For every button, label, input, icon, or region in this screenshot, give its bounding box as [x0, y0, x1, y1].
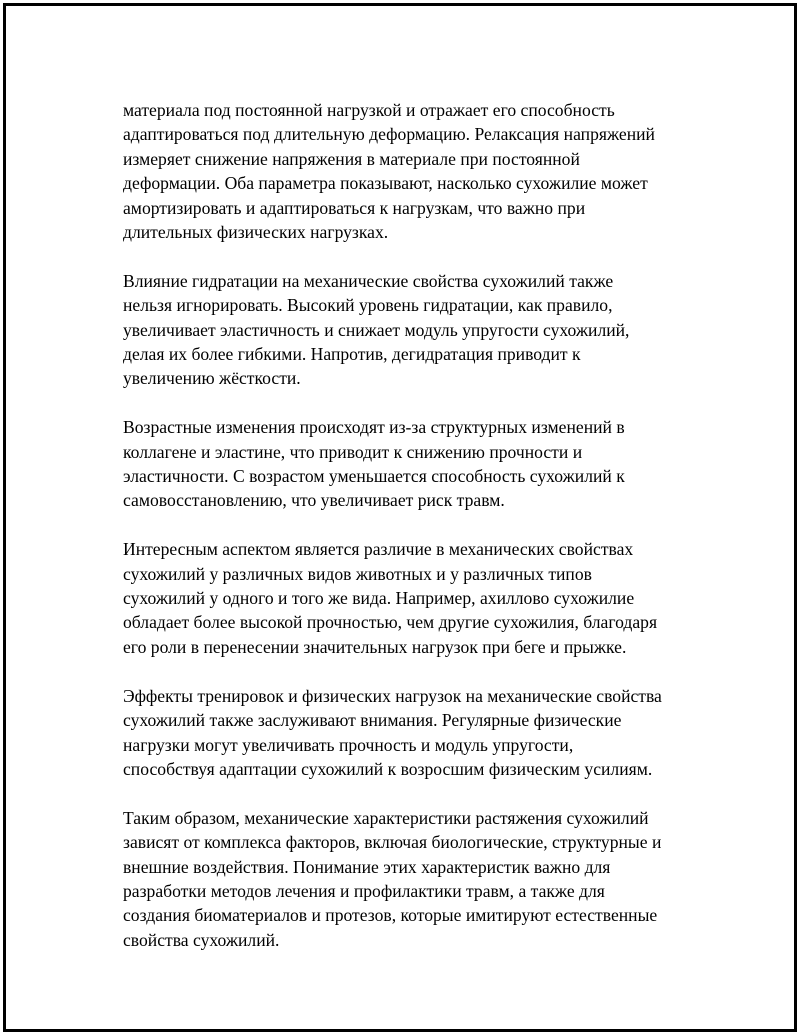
text-line: эластичности. С возрастом уменьшается способность сухожилий к — [123, 466, 625, 487]
text-line: адаптироваться под длительную деформацию. Релаксация напряжений — [123, 124, 655, 145]
text-line: увеличению жёсткости. — [123, 368, 301, 389]
text-line: создания биоматериалов и протезов, которые имитируют естественные — [123, 905, 658, 926]
text-line: измеряет снижение напряжения в материале при постоянной — [123, 148, 580, 169]
text-line: увеличивает эластичность и снижает модуль упругости сухожилий, — [123, 319, 630, 340]
text-line: сухожилий у одного и того же вида. Например, ахиллово сухожилие — [123, 588, 635, 609]
text-line: Таким образом, механические характеристики растяжения сухожилий — [123, 807, 649, 828]
text-line: внешние воздействия. Понимание этих характеристик важно для — [123, 856, 611, 877]
paragraph-5 — [123, 684, 703, 782]
paragraph-1 — [123, 98, 703, 244]
text-line: Эффекты тренировок и физических нагрузок на механические свойства — [123, 685, 662, 706]
text-line: материала под постоянной нагрузкой и отражает его способность — [123, 100, 615, 120]
text-line: зависят от комплекса факторов, включая биологические, структурные и — [123, 832, 662, 853]
text-line: обладает более высокой прочностью, чем другие сухожилия, благодаря — [123, 612, 658, 633]
text-line: делая их более гибкими. Напротив, дегидратация приводит к — [123, 344, 581, 365]
text-line: его роли в перенесении значительных нагрузок при беге и прыжке. — [123, 636, 627, 657]
text-line: сухожилий также заслуживают внимания. Регулярные физические — [123, 710, 622, 731]
text-line: разработки методов лечения и профилактики травм, а также для — [123, 880, 605, 901]
text-line: нагрузки могут увеличивать прочность и модуль упругости, — [123, 734, 574, 755]
text-line: амортизировать и адаптироваться к нагрузкам, что важно при — [123, 197, 586, 218]
text-line: Возрастные изменения происходят из-за структурных изменений в — [123, 417, 625, 438]
document-body — [123, 98, 703, 977]
text-line: коллагене и эластине, что приводит к снижению прочности и — [123, 441, 583, 462]
text-line: сухожилий у различных видов животных и у различных типов — [123, 563, 592, 584]
text-line: нельзя игнорировать. Высокий уровень гидратации, как правило, — [123, 295, 613, 316]
paragraph-4 — [123, 537, 703, 659]
text-line: самовосстановлению, что увеличивает риск травм. — [123, 490, 505, 511]
text-line: способствуя адаптации сухожилий к возросшим физическим усилиям. — [123, 758, 653, 779]
text-line: длительных физических нагрузках. — [123, 222, 389, 243]
text-line: деформации. Оба параметра показывают, насколько сухожилие может — [123, 173, 648, 194]
page — [3, 3, 797, 1032]
text-line: Интересным аспектом является различие в механических свойствах — [123, 539, 634, 560]
paragraph-3 — [123, 415, 703, 513]
paragraph-2 — [123, 269, 703, 391]
text-line: свойства сухожилий. — [123, 929, 280, 950]
paragraph-6 — [123, 806, 703, 952]
text-line: Влияние гидратации на механические свойства сухожилий также — [123, 270, 614, 291]
